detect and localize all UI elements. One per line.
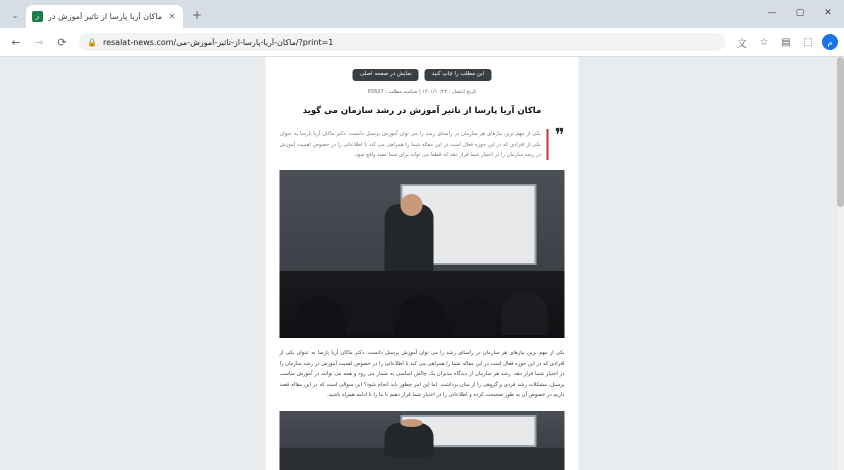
image-speaker-head — [401, 194, 422, 216]
article-image-secondary — [280, 411, 565, 470]
forward-icon[interactable]: → — [34, 35, 44, 49]
scrollbar-thumb[interactable] — [837, 57, 844, 207]
address-bar[interactable] — [79, 33, 725, 51]
tab-close-icon[interactable]: ✕ — [168, 12, 176, 21]
show-on-homepage-button[interactable]: نمایش در صفحه اصلی — [353, 69, 419, 81]
extensions-icon[interactable]: ⬚ — [803, 36, 813, 48]
profile-avatar[interactable]: م — [822, 34, 838, 50]
image2-speaker — [385, 423, 433, 458]
image-audience-2 — [453, 298, 496, 335]
image-audience-4 — [345, 290, 393, 335]
close-window-button[interactable]: ✕ — [824, 8, 832, 18]
image-audience-3 — [399, 295, 445, 335]
tab-search-chevron-icon[interactable]: ⌄ — [11, 10, 19, 20]
image-audience-5 — [297, 296, 343, 335]
lock-icon: 🔒 — [87, 37, 97, 47]
tab-title: ماکان آریا پارسا از تاثیر آموزش در — [48, 12, 163, 21]
article-lead-text: یکی از مهم ترین نیازهای هر سازمان در راستای رشد را می توان آموزش پرسنل دانست. دکتر ماکان آریا پارسا به عنوان یکی از افرادی که در این حوزه فعال است در این مقاله شما را همراهی می کند تا اطلاعاتی را در خصوص اهمیت آموزش در رشد سازمان را در اختیار شما قرار دهد که قطعا می تواند برای شما مفید واقع شود. — [280, 129, 549, 160]
article-lead-block — [279, 125, 565, 160]
toolbar-actions — [732, 32, 838, 52]
web-page — [0, 57, 844, 470]
translate-icon[interactable]: 文 — [737, 38, 747, 50]
tab-strip — [0, 0, 844, 28]
quote-icon: ❞ — [554, 125, 565, 147]
window-controls — [758, 0, 842, 26]
new-tab-button[interactable]: + — [192, 8, 203, 22]
image-audience-1 — [502, 291, 548, 335]
maximize-button[interactable]: ▢ — [795, 8, 805, 18]
page-title: ماکان آریا پارسا از تاثیر آموزش در رشد سازمان می گوید — [302, 105, 542, 116]
reload-icon[interactable]: ⟳ — [57, 35, 67, 49]
side-panel-icon[interactable]: ▤ — [781, 36, 791, 48]
minimize-button[interactable]: — — [767, 8, 777, 18]
browser-toolbar — [0, 28, 844, 57]
article-meta: تاریخ انتشار : ۱۴۰۱/۱۰/۲۲ | شناسه مطلب : 65627 — [367, 88, 477, 95]
print-actions — [280, 69, 565, 81]
article-image — [280, 170, 565, 338]
address-bar-url: resalat-news.com/ماکان-آریا-پارسا-از-تاثیر-آموزش-می/?print=1 — [102, 37, 334, 47]
page-scrollbar[interactable] — [837, 57, 844, 470]
image2-speaker-head — [401, 419, 422, 427]
article-sheet — [266, 57, 579, 470]
browser-tab[interactable] — [26, 5, 183, 28]
tab-favicon: ر — [32, 11, 43, 22]
bookmark-star-icon[interactable]: ☆ — [759, 36, 769, 48]
back-icon[interactable]: ← — [11, 35, 21, 49]
page-viewport — [0, 57, 844, 470]
print-article-button[interactable]: این مطلب را چاپ کنید — [425, 69, 491, 81]
article-body-text: یکی از مهم ترین نیازهای هر سازمان در راستای رشد را می توان آموزش پرسنل دانست. دکتر ماکان آریا پارسا به عنوان یکی از افرادی که در این حوزه فعال است در این مقاله شما را همراهی می کند تا اطلاعاتی را در خصوص اهمیت آموزش در رشد سازمان را در اختیار شما قرار دهد. رشد هر سازمان از دیدگاه مدیران یک چالش اساسی به شمار می رود و همه می توانند در آموزش مناسب پرسنل، مشکلات رشد فردی و گروهی را از میان برداشت. اما این امر چطور باید انجام شود؟ این سوالی است که در این مقاله قصد داریم در خصوص آن به طور صحیحت کرده و اطلاعاتی را در اختیار شما قرار دهیم تا ما را تا ادامه همراه باشید. — [279, 350, 565, 399]
